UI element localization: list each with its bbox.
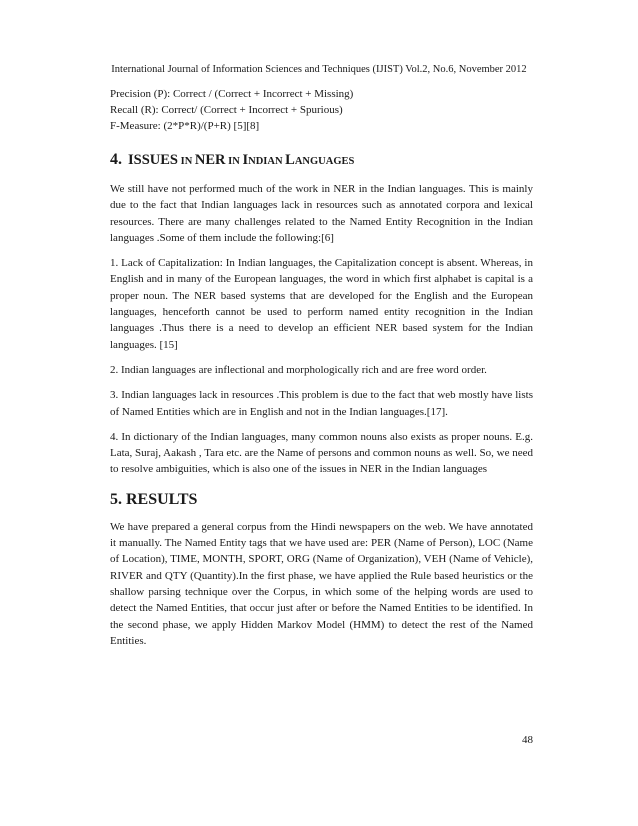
title-part: I xyxy=(242,152,249,168)
page-content xyxy=(110,86,533,658)
issue-1-paragraph: 1. Lack of Capitalization: In Indian languages, the Capitalization concept is absent. Whereas, in English and in many of the European languages, the word in which first alphabet is capital is a proper noun. The NER based systems that are developed for the English and the European languages, henceforth cannot be used to perform named entity recognition in the Indian languages .Thus there is a need to develop an efficient NER based system for the Indian languages. [15] xyxy=(110,257,533,351)
precision-formula: Precision (P): Correct / (Correct + Incorrect + Missing) xyxy=(110,88,354,100)
title-part: NDIAN xyxy=(248,156,286,167)
section-4-title xyxy=(128,144,354,170)
evaluation-measures xyxy=(110,86,533,134)
results-paragraph: We have prepared a general corpus from the Hindi newspapers on the web. We have annotated it manually. The Named Entity tags that we have used are: PER (Name of Person), LOC (Name of Location), TIME, MONTH, SPORT, ORG (Name of Organization), VEH (Name of Vehicle), RIVER and QTY (Quantity).In the first phase, we have applied the Rule based heuristics or the shallow parsing technique over the Corpus, in which some of the helping words are used to detect the Named Entities, that occur just after or before the Named Entities to be identified. In the second phase, we apply Hidden Markov Model (HMM) to detect the rest of the Named Entities. xyxy=(110,520,533,647)
title-part: ANGUAGES xyxy=(294,156,355,167)
page-number: 48 xyxy=(522,734,533,746)
section-4-intro-paragraph: We still have not performed much of the work in NER in the Indian languages. This is mainly due to the fact that Indian languages lack in resources such as annotated corpora and lexical resources. There are many challenges related to the Named Entity Recognition in the Indian languages .Some of them include the following:[6] xyxy=(110,183,533,244)
section-4-number: 4. xyxy=(110,151,122,168)
title-part: IN xyxy=(177,156,195,167)
issue-2-paragraph: 2. Indian languages are inflectional and morphologically rich and are free word order. xyxy=(110,363,487,376)
section-4-heading xyxy=(110,144,533,171)
issue-4-paragraph: 4. In dictionary of the Indian languages, many common nouns also exists as proper nouns. E.g. Lata, Suraj, Aakash , Tara etc. are the Name of persons and common nouns as well. So, we need to resolve ambiguities, which is also one of the issues in NER in the Indian languages xyxy=(110,430,534,476)
running-head: International Journal of Information Sciences and Techniques (IJIST) Vol.2, No.6, November 2012 xyxy=(111,64,527,75)
title-part: ISSUES xyxy=(128,152,178,168)
title-part: IN xyxy=(225,156,243,167)
section-5-heading: 5. RESULTS xyxy=(110,490,198,508)
f-measure-formula: F-Measure: (2*P*R)/(P+R) [5][8] xyxy=(110,120,260,132)
title-part: NER xyxy=(194,152,226,168)
title-part: L xyxy=(285,152,295,168)
recall-formula: Recall (R): Correct/ (Correct + Incorrect + Spurious) xyxy=(110,104,343,116)
issue-3-paragraph: 3. Indian languages lack in resources .This problem is due to the fact that web mostly have lists of Named Entities which are in English and not in the Indian languages.[17]. xyxy=(110,389,533,418)
